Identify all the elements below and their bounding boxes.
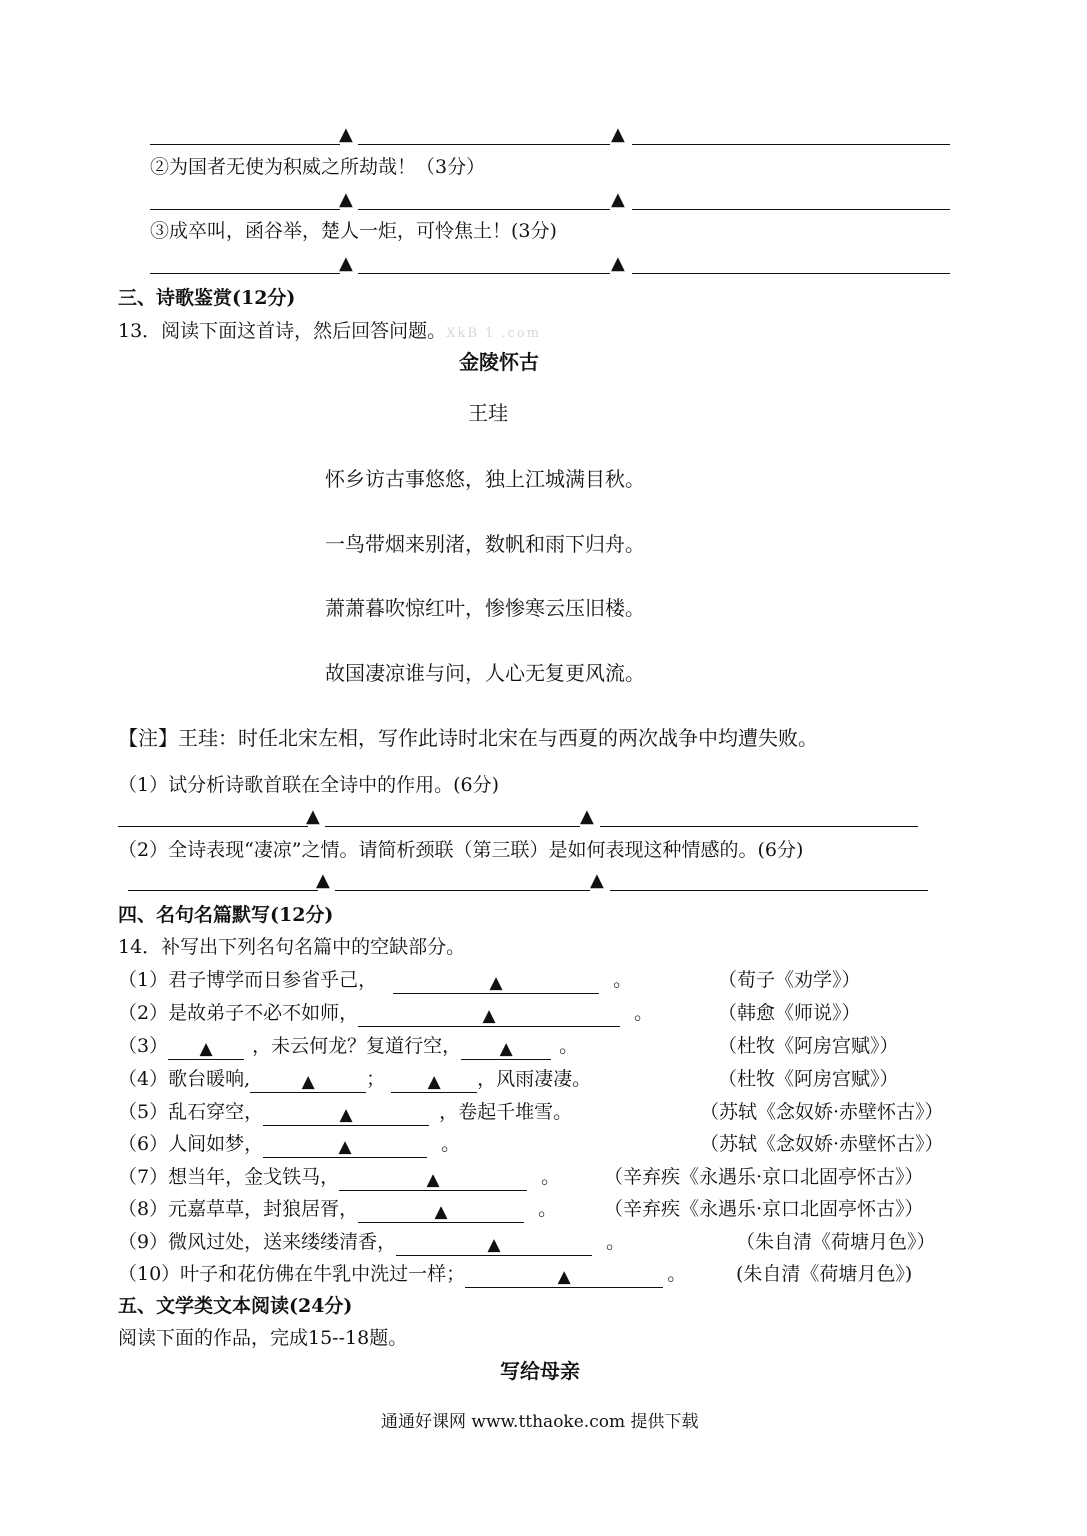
triangle-marker-icon: ▲ bbox=[489, 973, 503, 993]
fill-blank[interactable] bbox=[461, 1037, 551, 1060]
section5-heading: 五、文学类文本阅读(24分) bbox=[118, 1295, 353, 1317]
q14-item-1 bbox=[118, 968, 632, 992]
triangle-marker-icon: ▲ bbox=[427, 1072, 441, 1092]
poem-title: 金陵怀古 bbox=[459, 350, 539, 374]
triangle-marker-icon: ▲ bbox=[339, 189, 353, 210]
triangle-marker-icon: ▲ bbox=[611, 124, 625, 145]
triangle-marker-icon: ▲ bbox=[434, 1202, 448, 1222]
q14-item-4 bbox=[118, 1067, 591, 1091]
fill-blank[interactable] bbox=[263, 1103, 429, 1126]
q14-source-6: （苏轼《念奴娇·赤壁怀古》） bbox=[700, 1133, 944, 1155]
fill-blank[interactable] bbox=[250, 1070, 366, 1093]
q14-text: ，未云何龙？复道行空， bbox=[252, 1035, 462, 1057]
q14-text: （4）歌台暖响, bbox=[118, 1068, 251, 1090]
q14-text: 。 bbox=[634, 1002, 654, 1024]
q13-prompt bbox=[118, 319, 541, 346]
q14-item-6 bbox=[118, 1132, 460, 1156]
section3-heading: 三、诗歌鉴赏(12分) bbox=[118, 287, 296, 309]
triangle-marker-icon: ▲ bbox=[611, 253, 625, 274]
q14-text: 。 bbox=[538, 1198, 558, 1220]
q14-item-2 bbox=[118, 1001, 653, 1025]
triangle-marker-icon: ▲ bbox=[339, 124, 353, 145]
q14-source-2: （韩愈《师说》） bbox=[718, 1002, 861, 1024]
q12-item-2: ②为国者无使为积威之所劫哉！（3分） bbox=[150, 156, 486, 178]
triangle-marker-icon: ▲ bbox=[306, 806, 320, 827]
q14-prompt: 14．补写出下列名句名篇中的空缺部分。 bbox=[118, 936, 466, 958]
q14-text: ，卷起千堆雪。 bbox=[439, 1101, 573, 1123]
poem-line-1: 怀乡访古事悠悠，独上江城满目秋。 bbox=[325, 467, 645, 491]
q14-text: （10）叶子和花仿佛在牛乳中洗过一样； bbox=[118, 1263, 466, 1285]
q14-source-1: （荀子《劝学》） bbox=[718, 969, 861, 991]
triangle-marker-icon: ▲ bbox=[339, 253, 353, 274]
fill-blank[interactable] bbox=[339, 1168, 527, 1191]
triangle-marker-icon: ▲ bbox=[339, 1105, 353, 1125]
fill-blank[interactable] bbox=[465, 1265, 663, 1288]
q14-text: 。 bbox=[441, 1133, 461, 1155]
q14-source-5: （苏轼《念奴娇·赤壁怀古》） bbox=[700, 1101, 944, 1123]
q14-source-7: （辛弃疾《永遇乐·京口北固亭怀古》） bbox=[604, 1166, 924, 1188]
triangle-marker-icon: ▲ bbox=[590, 870, 604, 891]
fill-blank[interactable] bbox=[168, 1037, 244, 1060]
triangle-marker-icon: ▲ bbox=[316, 870, 330, 891]
section4-heading: 四、名句名篇默写(12分) bbox=[118, 904, 334, 926]
q14-item-9 bbox=[118, 1230, 625, 1254]
q13-prompt-text: 13．阅读下面这首诗，然后回答问题。 bbox=[118, 320, 447, 342]
triangle-marker-icon: ▲ bbox=[611, 189, 625, 210]
poem-line-3: 萧萧暮吹惊红叶，惨惨寒云压旧楼。 bbox=[325, 596, 645, 620]
q14-text: 。 bbox=[606, 1231, 626, 1253]
triangle-marker-icon: ▲ bbox=[199, 1039, 213, 1059]
fill-blank[interactable] bbox=[393, 971, 599, 994]
section5-prompt: 阅读下面的作品，完成15--18题。 bbox=[118, 1327, 408, 1349]
fill-blank[interactable] bbox=[358, 1004, 620, 1027]
q14-source-3: （杜牧《阿房宫赋》） bbox=[718, 1035, 899, 1057]
q14-item-7 bbox=[118, 1165, 560, 1189]
watermark: XkB 1 .com bbox=[446, 326, 541, 341]
q14-text: （6）人间如梦， bbox=[118, 1133, 264, 1155]
q14-text: ； bbox=[366, 1068, 386, 1090]
triangle-marker-icon: ▲ bbox=[499, 1039, 513, 1059]
q14-text: 。 bbox=[541, 1166, 561, 1188]
triangle-marker-icon: ▲ bbox=[487, 1235, 501, 1255]
q14-source-4: （杜牧《阿房宫赋》） bbox=[718, 1068, 899, 1090]
q13-sub-1: （1）试分析诗歌首联在全诗中的作用。(6分) bbox=[118, 774, 500, 796]
fill-blank[interactable] bbox=[396, 1233, 592, 1256]
poem-line-2: 一鸟带烟来别渚，数帆和雨下归舟。 bbox=[325, 532, 645, 556]
poem-author: 王珪 bbox=[468, 401, 508, 425]
fill-blank[interactable] bbox=[391, 1070, 477, 1093]
q14-text: 。 bbox=[613, 969, 633, 991]
q14-text: （2）是故弟子不必不如师， bbox=[118, 1002, 359, 1024]
triangle-marker-icon: ▲ bbox=[580, 806, 594, 827]
q14-text: （3） bbox=[118, 1035, 169, 1057]
fill-blank[interactable] bbox=[358, 1200, 524, 1223]
q14-source-9: （朱自清《荷塘月色》） bbox=[736, 1231, 936, 1253]
fill-blank[interactable] bbox=[263, 1135, 427, 1158]
triangle-marker-icon: ▲ bbox=[557, 1267, 571, 1287]
triangle-marker-icon: ▲ bbox=[426, 1170, 440, 1190]
page-footer: 通通好课网 www.tthaoke.com 提供下载 bbox=[381, 1412, 699, 1432]
q14-text: （8）元嘉草草，封狼居胥， bbox=[118, 1198, 359, 1220]
q14-text: 。 bbox=[559, 1035, 579, 1057]
poem-note: 【注】王珪：时任北宋左相，写作此诗时北宋在与西夏的两次战争中均遭失败。 bbox=[118, 726, 818, 750]
q14-text: ，风雨凄凄。 bbox=[477, 1068, 592, 1090]
triangle-marker-icon: ▲ bbox=[338, 1137, 352, 1157]
q12-item-3: ③成卒叫，函谷举，楚人一炬，可怜焦土！(3分) bbox=[150, 220, 557, 242]
triangle-marker-icon: ▲ bbox=[482, 1006, 496, 1026]
q14-item-3 bbox=[118, 1034, 578, 1058]
q14-text: 。 bbox=[667, 1263, 687, 1285]
q14-item-5 bbox=[118, 1100, 572, 1124]
q13-sub-2: （2）全诗表现“凄凉”之情。请简析颈联（第三联）是如何表现这种情感的。(6分) bbox=[118, 839, 804, 861]
q14-text: （7）想当年，金戈铁马， bbox=[118, 1166, 340, 1188]
q14-text: （9）微风过处，送来缕缕清香， bbox=[118, 1231, 397, 1253]
q14-item-10 bbox=[118, 1262, 686, 1286]
q14-source-10: (朱自清《荷塘月色》) bbox=[736, 1263, 913, 1285]
q14-text: （1）君子博学而日参省乎己， bbox=[118, 969, 378, 991]
poem-line-4: 故国凄凉谁与问，人心无复更风流。 bbox=[325, 661, 645, 685]
triangle-marker-icon: ▲ bbox=[301, 1072, 315, 1092]
q14-source-8: （辛弃疾《永遇乐·京口北固亭怀古》） bbox=[604, 1198, 924, 1220]
q14-text: （5）乱石穿空， bbox=[118, 1101, 264, 1123]
q14-item-8 bbox=[118, 1197, 557, 1221]
essay-title: 写给母亲 bbox=[500, 1359, 580, 1383]
